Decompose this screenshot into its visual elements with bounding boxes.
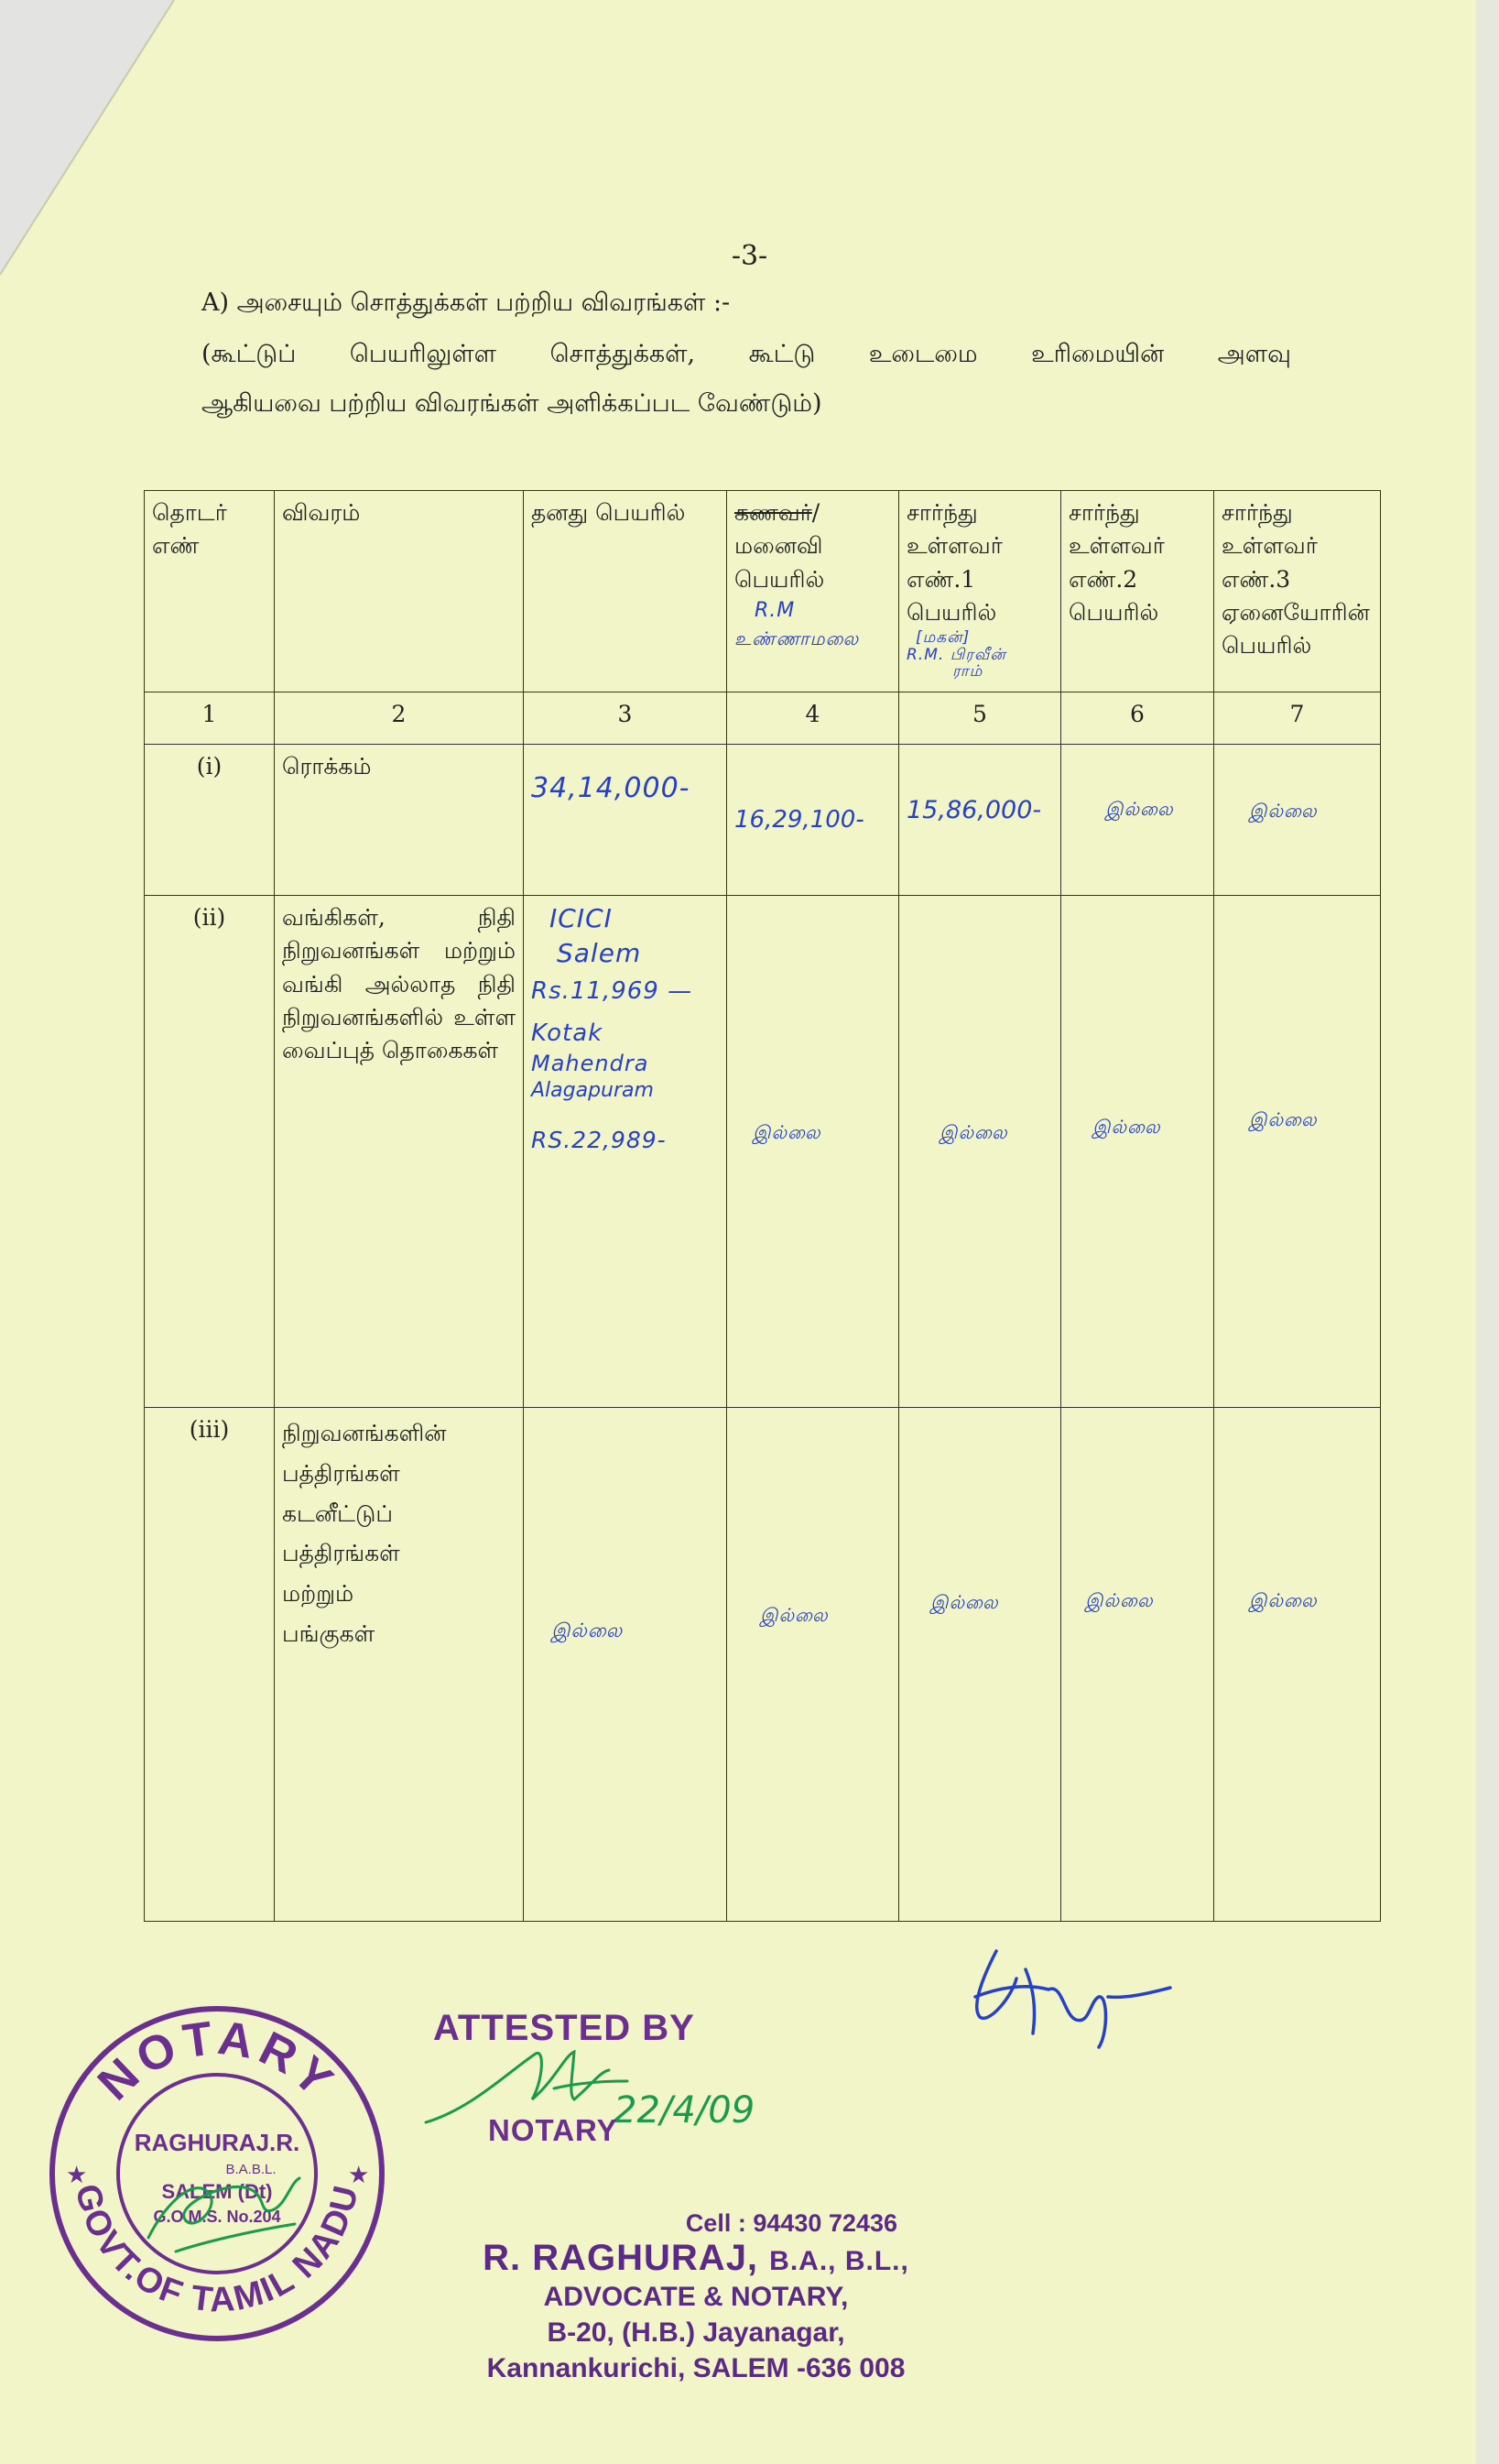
- notary-label: NOTARY: [488, 2113, 618, 2147]
- row-description: ரொக்கம்: [275, 745, 524, 896]
- seal-place: SALEM (Dt): [161, 2180, 273, 2203]
- notary-title: ADVOCATE & NOTARY,: [543, 2282, 849, 2312]
- table-row-cash: [145, 745, 1381, 896]
- handwritten-dependent-name-cont: ராம்: [952, 662, 983, 681]
- declarant-signature: [961, 1933, 1181, 2052]
- header-dependent-2: சார்ந்து உள்ளவர் எண்.2 பெயரில்: [1061, 491, 1214, 692]
- attested-by-label: ATTESTED BY: [433, 2008, 695, 2048]
- seal-degree: B.A.B.L.: [225, 2162, 277, 2177]
- column-number: 1: [145, 692, 275, 745]
- row-description: நிறுவனங்களின் பத்திரங்கள் கடனீட்டுப் பத்திரங்கள் மற்றும் பங்குகள்: [275, 1408, 524, 1922]
- section-heading: A) அசையும் சொத்துக்கள் பற்றிய விவரங்கள் :-: [201, 289, 731, 317]
- seal-bottom-text: GOVT.OF TAMIL NADU: [67, 2180, 367, 2320]
- cell-own-value: ICICI Salem Rs.11,969 — Kotak Mahendra Alagapuram RS.22,989-: [524, 896, 727, 1408]
- handwritten-dependent-name: R.M. பிரவீன்: [907, 645, 1006, 664]
- row-serial: (i): [145, 745, 275, 896]
- cell-dependent1-value: இல்லை: [899, 896, 1061, 1408]
- column-number: 2: [275, 692, 524, 745]
- notary-seal: [38, 1995, 396, 2356]
- cell-spouse-value: 16,29,100-: [727, 745, 899, 896]
- cell-dependent2-value: இல்லை: [1061, 1408, 1214, 1922]
- handwritten-spouse-name: உண்ணாமலை: [734, 627, 860, 649]
- header-own-name: தனது பெயரில்: [524, 491, 727, 692]
- seal-top-text: NOTARY: [88, 2011, 347, 2111]
- column-number-row: [145, 692, 1381, 745]
- section-subheading-cont: ஆகியவை பற்றிய விவரங்கள் அளிக்கப்பட வேண்டும்): [201, 389, 822, 418]
- header-details: விவரம்: [275, 491, 524, 692]
- svg-text:NOTARY: [88, 2012, 346, 2111]
- cell-spouse-value: இல்லை: [727, 1408, 899, 1922]
- handwritten-spouse-initial: R.M: [755, 598, 796, 622]
- seal-name: RAGHURAJ.R.: [134, 2129, 300, 2156]
- cell-dependent1-value: இல்லை: [899, 1408, 1061, 1922]
- cell-dependent1-value: 15,86,000-: [899, 745, 1061, 896]
- header-serial-no: தொடர் எண்: [145, 491, 275, 692]
- struck-word: கணவர்: [734, 499, 812, 526]
- table-row-securities: [145, 1408, 1381, 1922]
- page-number: -3-: [731, 240, 768, 272]
- cell-spouse-value: இல்லை: [727, 896, 899, 1408]
- notary-name: R. RAGHURAJ, B.A., B.L.,: [483, 2238, 909, 2278]
- column-number: 4: [727, 692, 899, 745]
- column-number: 7: [1214, 692, 1381, 745]
- handwritten-relation: [மகன்]: [916, 628, 971, 647]
- cell-dependent2-value: இல்லை: [1061, 896, 1214, 1408]
- signature-date: 22/4/09: [614, 2089, 755, 2131]
- header-dependent-1: சார்ந்து உள்ளவர் எண்.1 பெயரில் [மகன்] R.M. பிரவீன் ராம்: [899, 491, 1061, 692]
- cell-dependent3-value: இல்லை: [1214, 1408, 1381, 1922]
- column-number: 6: [1061, 692, 1214, 745]
- address-line-1: B-20, (H.B.) Jayanagar,: [547, 2317, 845, 2348]
- row-serial: (iii): [145, 1408, 275, 1922]
- seal-order: G.O.M.S. No.204: [153, 2208, 281, 2226]
- seal-graphic: [38, 1995, 396, 2352]
- cell-number: Cell : 94430 72436: [685, 2209, 897, 2237]
- address-line-2: Kannankurichi, SALEM -636 008: [486, 2353, 906, 2383]
- cell-own-value: 34,14,000-: [524, 745, 727, 896]
- table-row-deposits: [145, 896, 1381, 1408]
- movable-assets-table: [144, 490, 1381, 1922]
- table-header-row: [145, 491, 1381, 692]
- section-subheading: (கூட்டுப் பெயரிலுள்ள சொத்துக்கள், கூட்டு உடைமை உரிமையின் அளவு: [201, 340, 1291, 368]
- seal-star-right: ★: [348, 2162, 370, 2189]
- row-serial: (ii): [145, 896, 275, 1408]
- row-description: வங்கிகள், நிதி நிறுவனங்கள் மற்றும் வங்கி அல்லாத நிதி நிறுவனங்களில் உள்ள வைப்புத் தொகைகள்: [275, 896, 524, 1408]
- seal-star-left: ★: [66, 2162, 88, 2189]
- header-dependent-3: சார்ந்து உள்ளவர் எண்.3 ஏனையோரின் பெயரில்: [1214, 491, 1381, 692]
- column-number: 3: [524, 692, 727, 745]
- cell-dependent3-value: இல்லை: [1214, 896, 1381, 1408]
- column-number: 5: [899, 692, 1061, 745]
- notary-address-block: [430, 2209, 961, 2386]
- cell-dependent3-value: இல்லை: [1214, 745, 1381, 896]
- cell-own-value: இல்லை: [524, 1408, 727, 1922]
- cell-dependent2-value: இல்லை: [1061, 745, 1214, 896]
- header-spouse-name: கணவர்/ மனைவி பெயரில் R.M உண்ணாமலை: [727, 491, 899, 692]
